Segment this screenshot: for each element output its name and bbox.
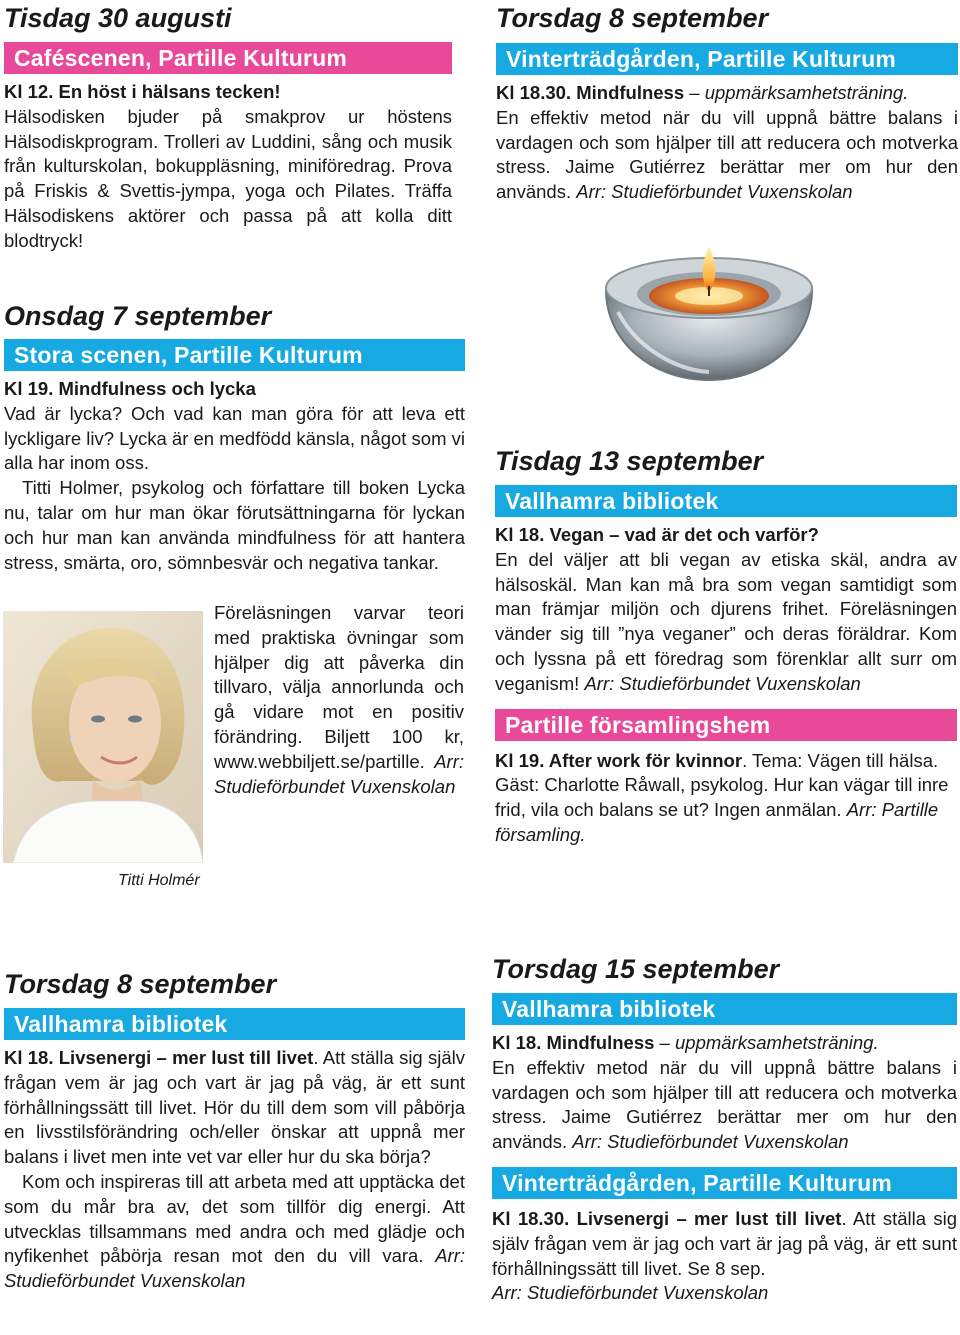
day-heading: Torsdag 15 september (492, 954, 780, 984)
day-heading: Tisdag 30 augusti (4, 3, 232, 33)
venue-bar: Vallhamra bibliotek (492, 993, 957, 1025)
event-text (496, 81, 958, 205)
venue-bar-2: Vinterträdgården, Partille Kulturum (492, 1167, 957, 1199)
event-body: En effektiv metod när du vill uppnå bättre balans i vardagen och som hjälper till att reducera och motverka stress. Jaime Gutiérrez berättar mer om hur den används. (492, 1056, 957, 1153)
event-title-2: Kl 19. After work för kvinnor (495, 749, 743, 771)
title-dash: – (654, 1032, 675, 1053)
venue-bar: Vallhamra bibliotek (495, 485, 957, 517)
event-body-3: Föreläsningen varvar teori med praktiska övningar som hjälper dig att påverka din tillvaro, välja annorlunda och gå vidare mot en positiv förändring. Biljett 100 kr, www.webbiljett.se/partille. (214, 602, 464, 772)
venue-bar: Vallhamra bibliotek (4, 1008, 465, 1040)
event-body-1: . Att ställa sig själv frågan vem är jag och vart är jag på väg, är ett sunt förhållningssätt till livet. Hör du till dem som vill påbörja en livsstilsförändring och/eller önskar att uppnå mer balans i livet men inte vet var eller hur du ska börja? (4, 1047, 465, 1168)
day-heading: Onsdag 7 september (4, 301, 272, 331)
event-body-2: Titti Holmer, psykolog och författare till boken Lycka nu, talar om hur man ökar förutsättningarna för lyckan och hur man kan använda mindfulness för att hantera stress, smärta, oro, sömnbesvär och negativa tankar. (4, 477, 465, 573)
event-torsdag-15-september (492, 953, 957, 1306)
event-tisdag-30-augusti (4, 2, 452, 254)
event-arranger: Arr: Studieförbundet Vuxenskolan (4, 1245, 465, 1292)
title-dash: – (684, 82, 705, 103)
event-text (495, 523, 957, 697)
venue-bar: Caféscenen, Partille Kulturum (4, 42, 452, 74)
event-arranger: Arr: Studieförbundet Vuxenskolan (584, 672, 861, 694)
event-text (214, 601, 464, 799)
venue-bar: Vinterträdgården, Partille Kulturum (496, 43, 958, 75)
event-arranger: Arr: Studieförbundet Vuxenskolan (214, 750, 464, 797)
event-subtitle: uppmärksamhetsträning. (675, 1032, 879, 1053)
event-body-2: Kom och inspireras till att arbeta med att upptäcka det som du mår bra av, det som tillför dig energi. Att utvecklas tillsammans med andra och med glädje och nyfikenhet påbörja resan mot den du vill vara. (4, 1170, 465, 1267)
event-title: Kl 18.30. Mindfulness (496, 82, 685, 103)
venue-bar-2: Partille församlingshem (495, 709, 957, 741)
event-arranger: Arr: Studieförbundet Vuxenskolan (576, 181, 853, 203)
event-arranger-2: Arr: Studieförbundet Vuxenskolan (492, 1282, 769, 1304)
event-onsdag-7-september-continued (214, 601, 464, 799)
event-tisdag-13-september (495, 445, 957, 848)
event-title: Kl 19. Mindfulness och lycka (4, 378, 256, 399)
event-onsdag-7-september (4, 300, 465, 575)
event-subtitle: uppmärksamhetsträning. (704, 82, 909, 103)
event-body-2: . Tema: Vägen till hälsa. Gäst: Charlotte Råwall, psykolog. Hur kan vägar till inre frid, vila och balans se ut? Ingen anmälan. (495, 749, 949, 821)
day-heading: Tisdag 13 september (495, 446, 764, 476)
event-body-2: . Att ställa sig själv frågan vem är jag och vart är jag på väg, är ett sunt förhållningssätt till livet. Se 8 sep. (492, 1207, 957, 1279)
event-torsdag-8-september-vintertradgarden (496, 2, 958, 205)
venue-bar: Stora scenen, Partille Kulturum (4, 339, 465, 371)
event-text (492, 1031, 957, 1155)
day-heading: Torsdag 8 september (496, 3, 769, 33)
tealight-candle-photo (598, 230, 820, 386)
event-text (4, 80, 452, 254)
event-title-2: Kl 18.30. Livsenergi – mer lust till livet (492, 1207, 842, 1229)
event-title: Kl 18. Mindfulness (492, 1032, 655, 1053)
portrait-illustration (3, 611, 203, 863)
event-text (4, 1046, 465, 1294)
event-title: Kl 18. Livsenergi – mer lust till livet (4, 1047, 314, 1068)
event-torsdag-8-september-vallhamra (4, 968, 465, 1294)
event-title: Kl 12. En höst i hälsans tecken! (4, 81, 281, 102)
event-body: Hälsodisken bjuder på smakprov ur höstens Hälsodiskprogram. Trolleri av Luddini, sång och musik från kulturskolan, bokuppläsning, miniföredrag. Prova på Friskis & Svettis-jympa, yoga och Pilates. Träffa Hälsodiskens aktörer och passa på att kolla ditt blodtryck! (4, 105, 452, 251)
day-heading: Torsdag 8 september (4, 969, 277, 999)
event-body: En del väljer att bli vegan av etiska skäl, andra av hälsoskäl. Man kan må bra som vegan samtidigt som man främjar miljön och djurens frihet. Föreläsningen vänder sig till ”nya veganer” och deras föräldrar. Kom och lyssna på ett föredrag som förenklar allt surr om veganism! (495, 548, 957, 694)
photo-caption: Titti Holmér (118, 872, 200, 889)
event-text (4, 377, 465, 575)
event-text-2 (492, 1207, 957, 1306)
event-arranger-2: Arr: Partille församling. (495, 799, 939, 845)
candle-illustration (598, 230, 820, 386)
titti-holmer-portrait (3, 611, 203, 863)
event-body: En effektiv metod när du vill uppnå bättre balans i vardagen och som hjälper till att reducera och motverka stress. Jaime Gutiérrez berättar mer om hur den används. (496, 106, 958, 203)
event-body-1: Vad är lycka? Och vad kan man göra för att leva ett lyckligare liv? Lycka är en medfödd känsla, något som vi alla har inom oss. (4, 402, 466, 474)
event-arranger: Arr: Studieförbundet Vuxenskolan (572, 1131, 849, 1153)
event-text-2 (495, 749, 957, 848)
event-title: Kl 18. Vegan – vad är det och varför? (495, 524, 819, 545)
